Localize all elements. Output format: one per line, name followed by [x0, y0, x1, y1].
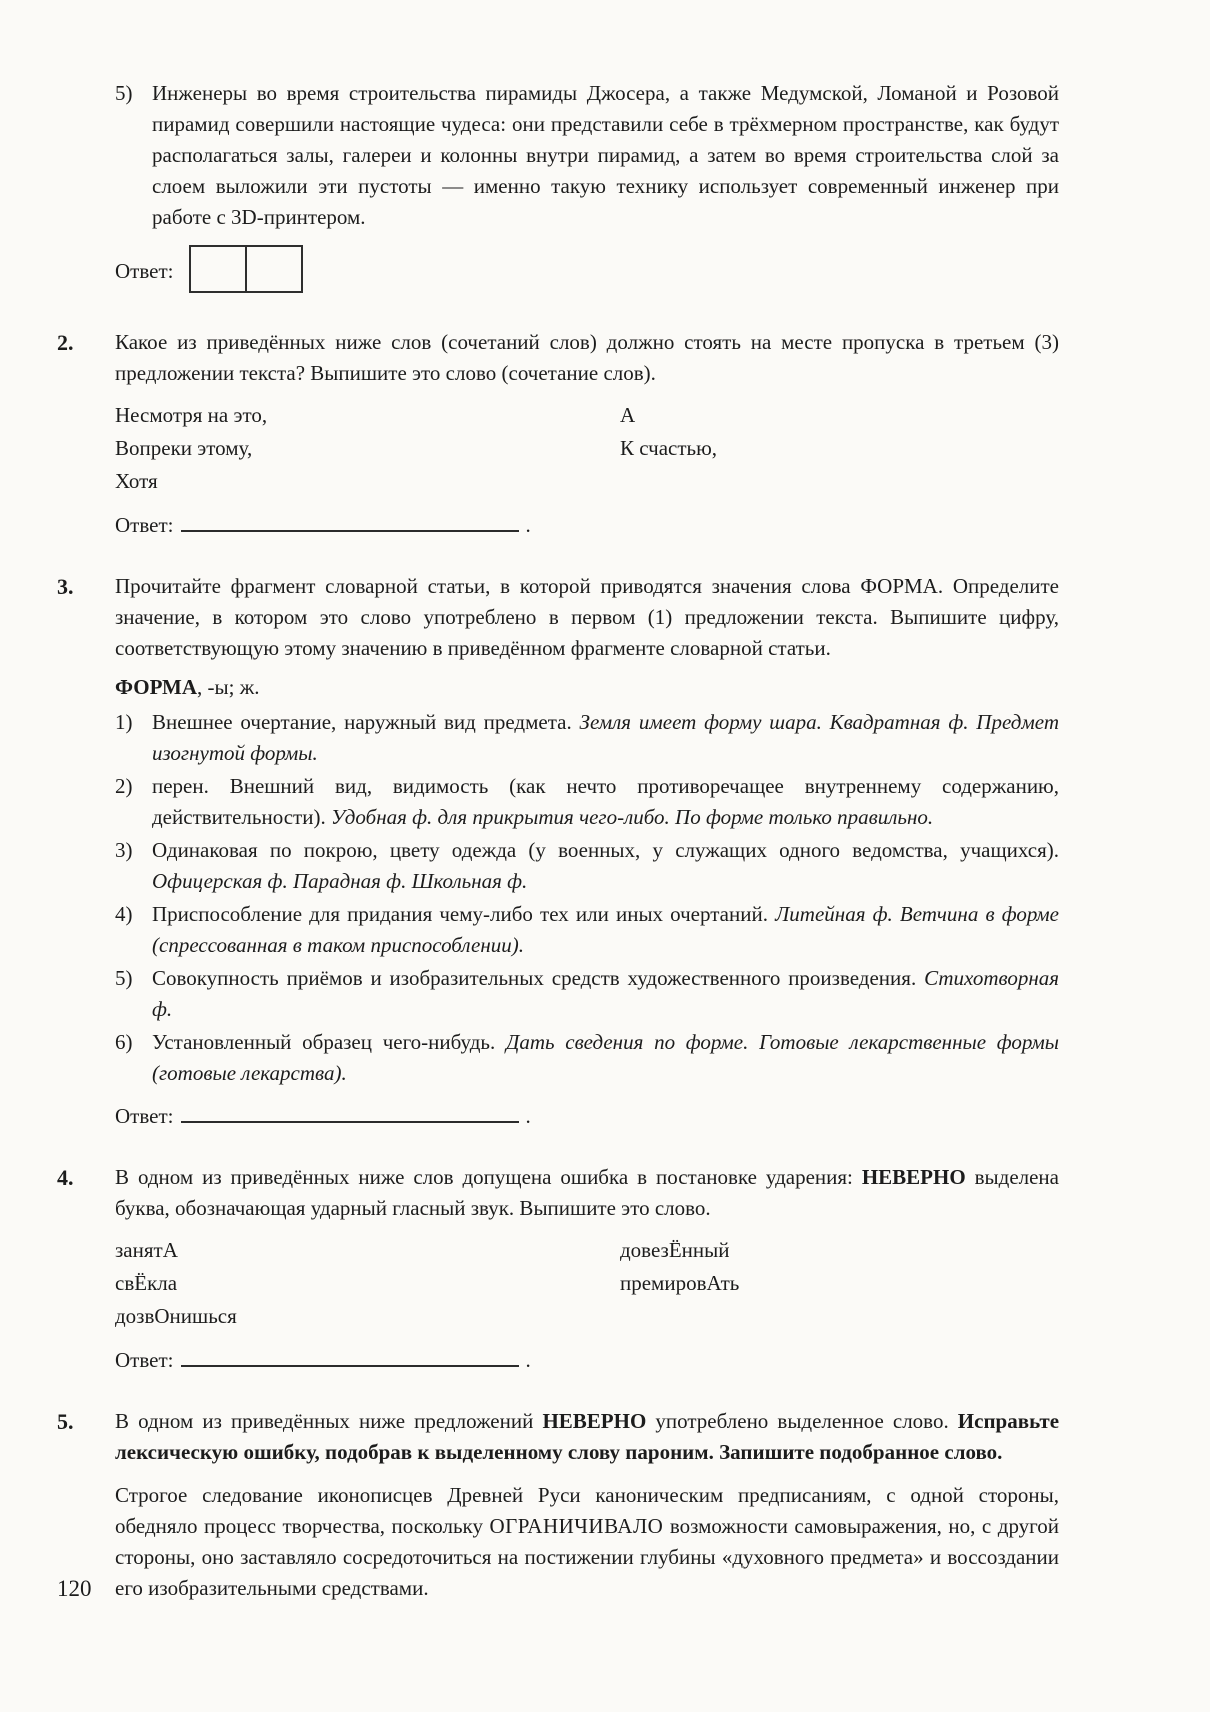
sense-item — [115, 899, 1059, 961]
answer-label: Ответ: — [115, 258, 174, 283]
sense-item — [115, 771, 1059, 833]
sense-definition: Установленный образец чего-нибудь. — [152, 1030, 496, 1054]
sense-examples: Стихотворная ф. — [152, 966, 1060, 1021]
task1-option-block — [115, 78, 1059, 297]
task-5-prompt — [115, 1406, 1059, 1468]
task-3 — [57, 571, 1059, 1132]
task-5-number: 5. — [57, 1409, 74, 1434]
task-4-words-left — [115, 1234, 620, 1333]
task-4-body — [115, 1162, 1059, 1376]
dictionary-headword — [115, 672, 1059, 703]
option-item: Вопреки этому, — [115, 436, 253, 460]
sense-number: 1) — [115, 710, 133, 734]
dictionary-senses — [115, 707, 1059, 1089]
sense-number: 6) — [115, 1030, 133, 1054]
sense-definition: Внешнее очертание, наружный вид предмета. — [152, 710, 572, 734]
task-2 — [57, 327, 1059, 541]
task-2-options-right — [620, 399, 1059, 498]
answer-period: . — [525, 1104, 531, 1128]
word-item: дозвОнишься — [115, 1304, 237, 1328]
task1-option-5 — [115, 78, 1059, 233]
sense-number: 2) — [115, 774, 133, 798]
sense-item — [115, 835, 1059, 897]
task-4-prompt — [115, 1162, 1059, 1224]
prompt-text: выделена буква, обозначающая ударный гласный звук. Выпишите это слово. — [115, 1165, 1059, 1220]
sense-examples: Дать сведения по форме. Готовые лекарственные формы (готовые лекарства). — [152, 1030, 1059, 1085]
sense-item — [115, 963, 1059, 1025]
task-2-number: 2. — [57, 330, 74, 355]
option-item: Несмотря на это, — [115, 403, 268, 427]
task-2-prompt: Какое из приведённых ниже слов (сочетаний слов) должно стоять на месте пропуска в третьем (3) предложении текста? Выпишите это слово (сочетание слов). — [115, 330, 1059, 385]
task-2-body — [115, 327, 1059, 541]
sense-examples: Удобная ф. для прикрытия чего-либо. По форме только правильно. — [330, 805, 934, 829]
answer-cell-2 — [245, 247, 301, 291]
word-item: премировАть — [620, 1271, 740, 1295]
task-3-body — [115, 571, 1059, 1132]
answer-label: Ответ: — [115, 1104, 174, 1128]
task1-answer-row — [115, 249, 1059, 297]
task-3-prompt: Прочитайте фрагмент словарной статьи, в которой приводятся значения слова ФОРМА. Определите значение, в котором это слово употреблено в первом (1) предложении текста. Выпишите цифру, соответствующую этому значению в приведённом фрагменте словарной статьи. — [115, 574, 1059, 660]
option-text: Инженеры во время строительства пирамиды Джосера, а также Медумской, Ломаной и Розовой пирамид совершили настоящие чудеса: они представили себе в трёхмерном пространстве, как будут располагаться залы, галереи и колонны внутри пирамид, а затем во время строительства слой за слоем выложили эти пустоты — именно такую технику использует современный инженер при работе с 3D-принтером. — [152, 81, 1059, 229]
sense-definition: Совокупность приёмов и изобразительных средств художественного произведения. — [152, 966, 917, 990]
sense-item — [115, 1027, 1059, 1089]
task-5 — [57, 1406, 1059, 1604]
page-number: 120 — [57, 1576, 92, 1601]
prompt-text: В одном из приведённых ниже предложений — [115, 1409, 543, 1433]
prompt-emphasis: НЕВЕРНО — [861, 1165, 966, 1189]
task-5-sentence — [115, 1480, 1059, 1604]
option-marker: 5) — [115, 81, 133, 105]
task-2-answer-row — [115, 510, 1059, 541]
answer-box — [189, 245, 303, 293]
page-content — [57, 78, 1059, 1604]
sentence-highlighted-word: ОГРАНИЧИВАЛО — [489, 1514, 664, 1538]
prompt-instruction-bold: Исправьте лексическую ошибку, подобрав к выделенному слову пароним. Запишите подобранное слово. — [115, 1409, 1060, 1464]
answer-blank-line — [181, 511, 519, 532]
sense-examples: Земля имеет форму шара. Квадратная ф. Предмет изогнутой формы. — [152, 710, 1059, 765]
word-item: занятА — [115, 1238, 178, 1262]
task-4-answer-row — [115, 1345, 1059, 1376]
answer-period: . — [525, 1348, 531, 1372]
answer-cell-1 — [191, 247, 245, 291]
prompt-text: употреблено выделенное слово. — [646, 1409, 958, 1433]
task-4-words-right — [620, 1234, 1059, 1333]
option-item: К счастью, — [620, 436, 718, 460]
sense-definition: Одинаковая по покрою, цвету одежда (у военных, у служащих одного ведомства, учащихся). — [152, 838, 1059, 862]
prompt-emphasis: НЕВЕРНО — [542, 1409, 647, 1433]
prompt-text: В одном из приведённых ниже слов допущена ошибка в постановке ударения: — [115, 1165, 862, 1189]
answer-blank-line — [181, 1102, 519, 1123]
task-5-body — [115, 1406, 1059, 1604]
option-item: Хотя — [115, 469, 158, 493]
word-item: свЁкла — [115, 1271, 178, 1295]
sentence-text: Строгое следование иконописцев Древней Руси каноническим предписаниям, с одной стороны, обедняло процесс творчества, поскольку — [115, 1483, 1059, 1538]
headword: ФОРМА — [115, 675, 198, 699]
sense-definition: Приспособление для придания чему-либо тех или иных очертаний. — [152, 902, 768, 926]
answer-blank-line — [181, 1346, 519, 1367]
task-4-number: 4. — [57, 1165, 74, 1190]
task-2-options-left — [115, 399, 620, 498]
headword-grammar: , -ы; ж. — [197, 675, 260, 699]
sense-definition: перен. Внешний вид, видимость (как нечто противоречащее внутреннему содержанию, действительности). — [152, 774, 1059, 829]
word-item: довезЁнный — [620, 1238, 730, 1262]
task-2-options — [115, 399, 1059, 498]
answer-label: Ответ: — [115, 513, 174, 537]
task-4-words — [115, 1234, 1059, 1333]
sentence-text: возможности самовыражения, но, с другой стороны, оно заставляло сосредоточиться на постижении глубины «духовного предмета» и воссоздании его изобразительными средствами. — [115, 1514, 1059, 1600]
task-3-number: 3. — [57, 574, 74, 599]
option-item: А — [620, 403, 636, 427]
sense-number: 5) — [115, 966, 133, 990]
sense-examples: Литейная ф. Ветчина в форме (спрессованная в таком приспособлении). — [152, 902, 1059, 957]
sense-number: 3) — [115, 838, 133, 862]
answer-period: . — [525, 513, 531, 537]
sense-examples: Офицерская ф. Парадная ф. Школьная ф. — [152, 869, 528, 893]
task-3-answer-row — [115, 1101, 1059, 1132]
task-4 — [57, 1162, 1059, 1376]
sense-item — [115, 707, 1059, 769]
sense-number: 4) — [115, 902, 133, 926]
answer-label: Ответ: — [115, 1348, 174, 1372]
